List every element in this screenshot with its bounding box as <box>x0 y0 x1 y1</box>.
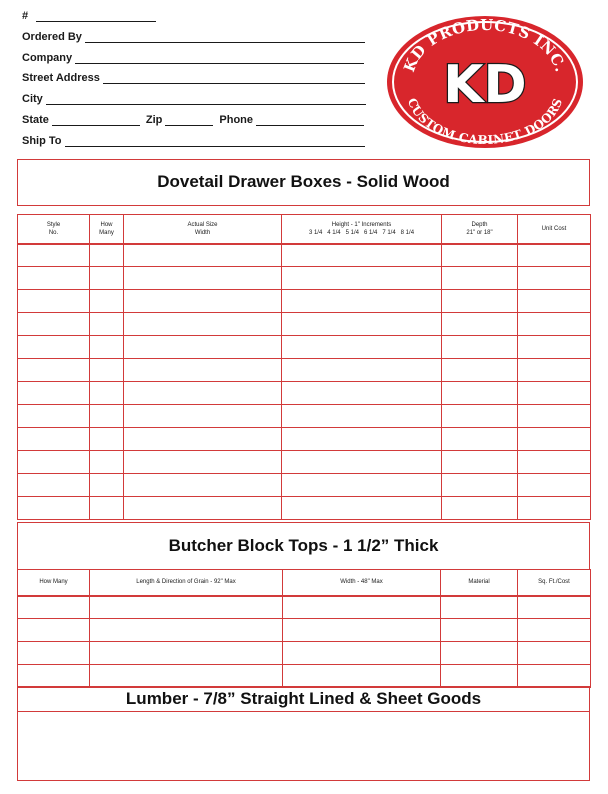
butcher-row <box>18 596 591 619</box>
street-address-line[interactable] <box>103 72 365 84</box>
dovetail-cell[interactable] <box>518 244 591 267</box>
dovetail-cell[interactable] <box>18 428 90 451</box>
dovetail-cell[interactable] <box>518 382 591 405</box>
dovetail-cell[interactable] <box>18 244 90 267</box>
dovetail-header-depth: Depth 21" or 18" <box>442 215 518 244</box>
dovetail-cell[interactable] <box>282 428 442 451</box>
lumber-box <box>17 686 590 781</box>
street-address-field[interactable] <box>22 70 365 84</box>
dovetail-cell[interactable] <box>124 451 282 474</box>
phone-line[interactable] <box>256 114 364 126</box>
state-line[interactable] <box>52 114 140 126</box>
butcher-cell[interactable] <box>90 619 283 642</box>
butcher-cell[interactable] <box>518 665 591 688</box>
dovetail-cell[interactable] <box>282 474 442 497</box>
dovetail-cell[interactable] <box>518 405 591 428</box>
lumber-notes-area[interactable] <box>18 712 589 780</box>
state-label: State <box>22 114 49 126</box>
dovetail-cell[interactable] <box>124 405 282 428</box>
dovetail-cell[interactable] <box>18 313 90 336</box>
butcher-cell[interactable] <box>283 642 441 665</box>
butcher-cell[interactable] <box>18 642 90 665</box>
dovetail-header-how-many: How Many <box>90 215 124 244</box>
dovetail-row <box>18 474 591 497</box>
logo-top-text: KD PRODUCTS INC. <box>400 15 570 75</box>
dovetail-cell[interactable] <box>90 474 124 497</box>
butcher-header-width: Width - 48" Max <box>283 570 441 596</box>
butcher-cell[interactable] <box>18 619 90 642</box>
dovetail-cell[interactable] <box>90 359 124 382</box>
city-label: City <box>22 93 43 105</box>
dovetail-cell[interactable] <box>90 290 124 313</box>
dovetail-cell[interactable] <box>442 313 518 336</box>
dovetail-header-width: Actual Size Width <box>124 215 282 244</box>
butcher-cell[interactable] <box>441 665 518 688</box>
dovetail-cell[interactable] <box>282 313 442 336</box>
butcher-cell[interactable] <box>283 665 441 688</box>
kd-products-logo <box>385 14 585 150</box>
dovetail-cell[interactable] <box>90 382 124 405</box>
butcher-cell[interactable] <box>441 619 518 642</box>
zip-label: Zip <box>145 114 163 126</box>
dovetail-cell[interactable] <box>90 428 124 451</box>
phone-label: Phone <box>219 114 254 126</box>
ordered-by-label: Ordered By <box>22 31 82 43</box>
dovetail-cell[interactable] <box>18 336 90 359</box>
dovetail-cell[interactable] <box>282 405 442 428</box>
butcher-cell[interactable] <box>283 596 441 619</box>
dovetail-cell[interactable] <box>282 336 442 359</box>
dovetail-cell[interactable] <box>124 474 282 497</box>
butcher-cell[interactable] <box>441 596 518 619</box>
dovetail-row <box>18 290 591 313</box>
dovetail-header-height: Height - 1" Increments 3 1/4 4 1/4 5 1/4 6 1/4 7 1/4 8 1/4 <box>282 215 442 244</box>
ship-to-line[interactable] <box>65 135 365 147</box>
company-field[interactable] <box>22 50 364 64</box>
butcher-cell[interactable] <box>518 596 591 619</box>
butcher-cell[interactable] <box>283 619 441 642</box>
dovetail-cell[interactable] <box>518 336 591 359</box>
dovetail-title: Dovetail Drawer Boxes - Solid Wood <box>157 172 450 191</box>
dovetail-row <box>18 359 591 382</box>
state-zip-phone-row <box>22 112 364 126</box>
dovetail-header-style: Style No. <box>18 215 90 244</box>
dovetail-cell[interactable] <box>124 290 282 313</box>
dovetail-table <box>17 214 591 520</box>
dovetail-cell[interactable] <box>518 451 591 474</box>
dovetail-cell[interactable] <box>282 267 442 290</box>
dovetail-cell[interactable] <box>90 244 124 267</box>
dovetail-row <box>18 313 591 336</box>
ordered-by-line[interactable] <box>85 31 365 43</box>
butcher-header-how-many: How Many <box>18 570 90 596</box>
butcher-cell[interactable] <box>90 596 283 619</box>
butcher-title-box <box>17 522 590 570</box>
butcher-header-material: Material <box>441 570 518 596</box>
dovetail-cell[interactable] <box>18 474 90 497</box>
dovetail-cell[interactable] <box>442 359 518 382</box>
ordered-by-field[interactable] <box>22 29 365 43</box>
dovetail-cell[interactable] <box>124 313 282 336</box>
dovetail-cell[interactable] <box>124 267 282 290</box>
dovetail-cell[interactable] <box>90 405 124 428</box>
dovetail-cell[interactable] <box>90 267 124 290</box>
dovetail-cell[interactable] <box>18 405 90 428</box>
dovetail-row <box>18 405 591 428</box>
butcher-cell[interactable] <box>518 619 591 642</box>
dovetail-cell[interactable] <box>90 313 124 336</box>
dovetail-cell[interactable] <box>18 497 90 520</box>
dovetail-cell[interactable] <box>282 382 442 405</box>
dovetail-cell[interactable] <box>518 313 591 336</box>
dovetail-row <box>18 451 591 474</box>
dovetail-cell[interactable] <box>90 497 124 520</box>
dovetail-cell[interactable] <box>18 451 90 474</box>
butcher-header-row <box>18 570 591 596</box>
number-field[interactable] <box>22 8 156 22</box>
lumber-title: Lumber - 7/8” Straight Lined & Sheet Goods <box>18 687 589 712</box>
dovetail-cell[interactable] <box>442 428 518 451</box>
butcher-row <box>18 665 591 688</box>
butcher-title: Butcher Block Tops - 1 1/2” Thick <box>168 536 439 555</box>
company-label: Company <box>22 52 73 64</box>
ship-to-field[interactable] <box>22 133 365 147</box>
dovetail-cell[interactable] <box>442 244 518 267</box>
company-line[interactable] <box>75 52 364 64</box>
butcher-header-sqft-cost: Sq. Ft./Cost <box>518 570 591 596</box>
dovetail-cell[interactable] <box>90 336 124 359</box>
street-address-label: Street Address <box>22 72 100 84</box>
dovetail-cell[interactable] <box>518 497 591 520</box>
dovetail-cell[interactable] <box>442 290 518 313</box>
dovetail-cell[interactable] <box>18 359 90 382</box>
dovetail-cell[interactable] <box>442 382 518 405</box>
city-line[interactable] <box>46 93 366 105</box>
butcher-header-length: Length & Direction of Grain - 92" Max <box>90 570 283 596</box>
dovetail-row <box>18 336 591 359</box>
butcher-cell[interactable] <box>90 642 283 665</box>
dovetail-cell[interactable] <box>124 497 282 520</box>
butcher-cell[interactable] <box>441 642 518 665</box>
butcher-cell[interactable] <box>518 642 591 665</box>
dovetail-cell[interactable] <box>442 267 518 290</box>
dovetail-cell[interactable] <box>518 290 591 313</box>
dovetail-cell[interactable] <box>282 359 442 382</box>
dovetail-row <box>18 428 591 451</box>
dovetail-title-box <box>17 159 590 206</box>
dovetail-cell[interactable] <box>442 451 518 474</box>
zip-line[interactable] <box>165 114 213 126</box>
dovetail-row <box>18 497 591 520</box>
city-field[interactable] <box>22 91 366 105</box>
dovetail-cell[interactable] <box>442 474 518 497</box>
dovetail-cell[interactable] <box>282 244 442 267</box>
dovetail-cell[interactable] <box>442 336 518 359</box>
ship-to-label: Ship To <box>22 135 62 147</box>
dovetail-row <box>18 382 591 405</box>
dovetail-cell[interactable] <box>282 451 442 474</box>
dovetail-cell[interactable] <box>518 267 591 290</box>
logo-initials: KD <box>443 55 527 115</box>
butcher-row <box>18 642 591 665</box>
dovetail-cell[interactable] <box>518 359 591 382</box>
dovetail-cell[interactable] <box>282 290 442 313</box>
butcher-row <box>18 619 591 642</box>
dovetail-header-row <box>18 215 591 244</box>
dovetail-cell[interactable] <box>442 405 518 428</box>
logo-bottom-text: CUSTOM CABINET DOORS <box>404 96 566 148</box>
dovetail-cell[interactable] <box>442 497 518 520</box>
dovetail-row <box>18 267 591 290</box>
number-line[interactable] <box>36 10 156 22</box>
dovetail-cell[interactable] <box>124 336 282 359</box>
number-label: # <box>22 10 29 22</box>
dovetail-cell[interactable] <box>124 359 282 382</box>
dovetail-header-unit-cost: Unit Cost <box>518 215 591 244</box>
dovetail-row <box>18 244 591 267</box>
butcher-cell[interactable] <box>90 665 283 688</box>
dovetail-cell[interactable] <box>124 244 282 267</box>
butcher-cell[interactable] <box>18 596 90 619</box>
dovetail-cell[interactable] <box>518 428 591 451</box>
dovetail-cell[interactable] <box>282 497 442 520</box>
dovetail-cell[interactable] <box>18 267 90 290</box>
dovetail-cell[interactable] <box>124 382 282 405</box>
dovetail-cell[interactable] <box>518 474 591 497</box>
dovetail-cell[interactable] <box>124 428 282 451</box>
dovetail-cell[interactable] <box>18 290 90 313</box>
dovetail-cell[interactable] <box>18 382 90 405</box>
dovetail-cell[interactable] <box>90 451 124 474</box>
butcher-table <box>17 569 591 688</box>
butcher-cell[interactable] <box>18 665 90 688</box>
